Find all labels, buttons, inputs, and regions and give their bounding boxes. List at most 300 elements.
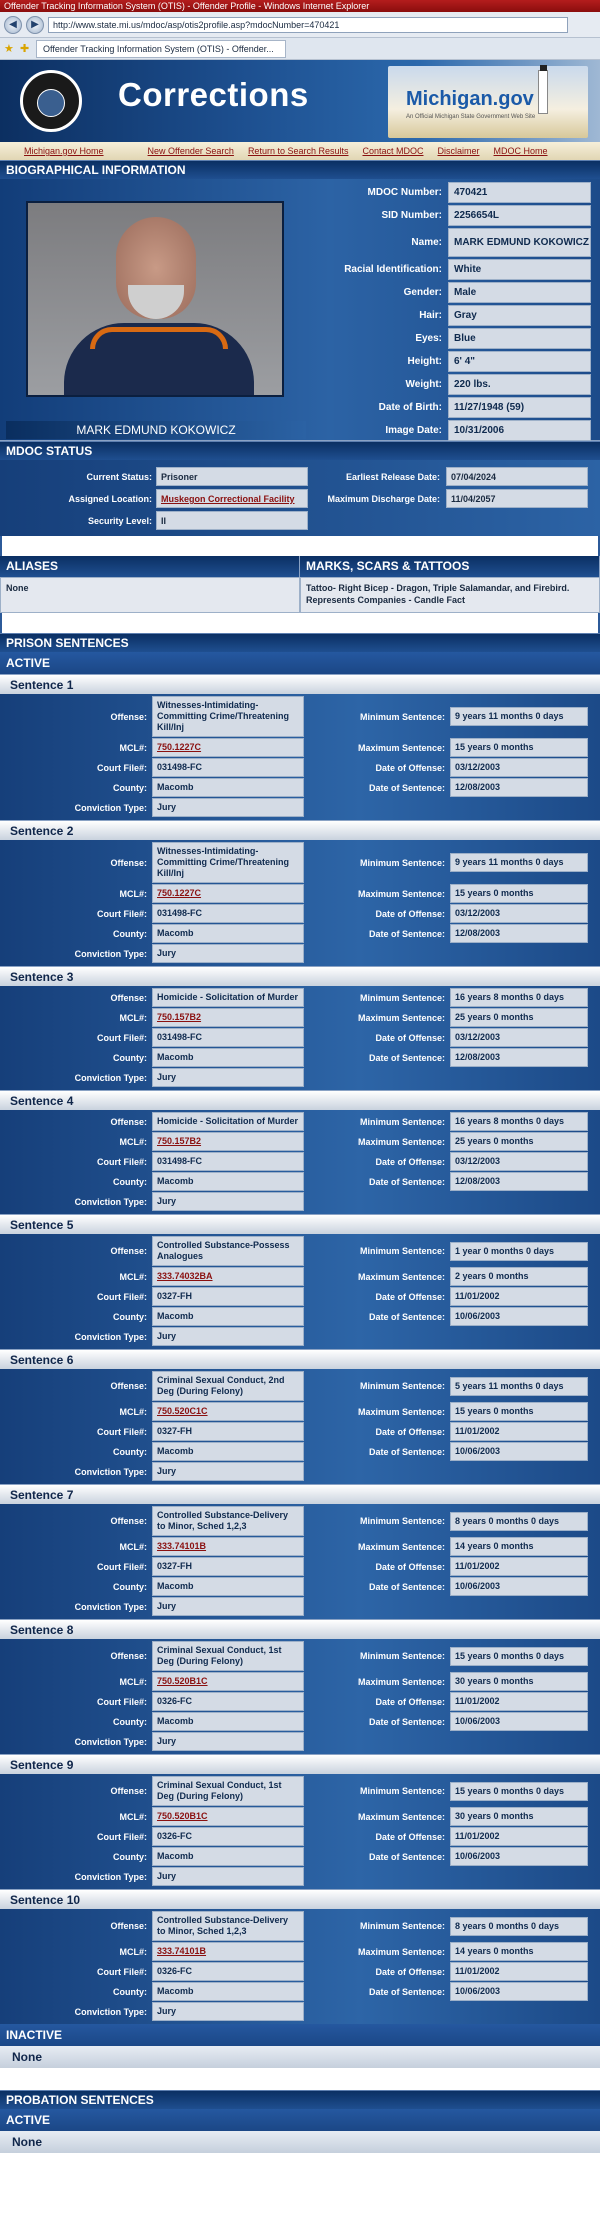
sentence-row [6, 1672, 594, 1691]
doo-value: 11/01/2002 [450, 1557, 588, 1576]
max-value: 30 years 0 months [450, 1807, 588, 1826]
offender-photo [26, 201, 284, 397]
offense-value: Witnesses-Intimidating-Committing Crime/Threatening Kill/Inj [152, 696, 304, 737]
sentence-row [6, 1577, 594, 1596]
bio-field-value: 2256654L [448, 205, 591, 226]
max-label: Maximum Sentence: [357, 1541, 445, 1552]
dos-label: Date of Sentence: [368, 1446, 445, 1457]
doo-label: Date of Offense: [375, 1831, 445, 1842]
link-contact[interactable]: Contact MDOC [362, 146, 424, 156]
sentence-row [6, 1867, 594, 1886]
dos-label: Date of Sentence: [368, 1716, 445, 1727]
court-value: 031498-FC [152, 1028, 304, 1047]
dos-label: Date of Sentence: [368, 1851, 445, 1862]
offense-label: Offense: [110, 1246, 147, 1256]
conviction-value: Jury [152, 1732, 304, 1751]
sentence-row [6, 1371, 594, 1401]
link-new-search[interactable]: New Offender Search [147, 146, 234, 156]
address-bar [0, 12, 600, 38]
dos-value: 10/06/2003 [450, 1307, 588, 1326]
nav-links [0, 142, 600, 160]
sentence-row [6, 1442, 594, 1461]
divider [0, 536, 600, 556]
sentence-row [6, 1267, 594, 1286]
min-value: 9 years 11 months 0 days [450, 853, 588, 872]
dos-value: 12/08/2003 [450, 1172, 588, 1191]
doo-label: Date of Offense: [375, 1696, 445, 1707]
sentence-block [0, 1909, 600, 2024]
doo-value: 11/01/2002 [450, 1962, 588, 1981]
sentence-row [6, 1068, 594, 1087]
sentence-row [6, 1982, 594, 2001]
sentence-row [6, 1776, 594, 1806]
michigan-seal-icon [20, 70, 82, 132]
sentence-heading: Sentence 5 [0, 1214, 600, 1234]
conviction-label: Conviction Type: [74, 802, 147, 813]
dos-label: Date of Sentence: [368, 1176, 445, 1187]
current-status-value: Prisoner [156, 467, 308, 486]
lighthouse-icon [538, 70, 548, 114]
doo-label: Date of Offense: [375, 1561, 445, 1572]
sentence-row [6, 1732, 594, 1751]
doo-label: Date of Offense: [375, 1291, 445, 1302]
sentence-row [6, 778, 594, 797]
sentence-row [6, 1807, 594, 1826]
header-banner [0, 60, 600, 142]
county-label: County: [113, 1716, 147, 1727]
county-value: Macomb [152, 1048, 304, 1067]
back-icon[interactable]: ◀ [4, 16, 22, 34]
conviction-value: Jury [152, 1068, 304, 1087]
sentence-heading: Sentence 7 [0, 1484, 600, 1504]
conviction-value: Jury [152, 1867, 304, 1886]
bio-field-value: 220 lbs. [448, 374, 591, 395]
dos-value: 10/06/2003 [450, 1982, 588, 2001]
mcl-label: MCL#: [119, 1811, 147, 1822]
mdd-value: 11/04/2057 [446, 489, 588, 508]
bio-field-label: SID Number: [381, 209, 442, 221]
doo-label: Date of Offense: [375, 762, 445, 773]
divider [0, 613, 600, 633]
erd-value: 07/04/2024 [446, 467, 588, 486]
mcl-label: MCL#: [119, 742, 147, 753]
doo-label: Date of Offense: [375, 908, 445, 919]
doo-label: Date of Offense: [375, 1966, 445, 1977]
bio-field-value: 6' 4" [448, 351, 591, 372]
doo-value: 03/12/2003 [450, 1152, 588, 1171]
michigan-gov-logo[interactable]: Michigan.gov An Official Michigan State Government Web Site [388, 66, 588, 138]
mcl-value [152, 1807, 304, 1826]
mcl-link[interactable]: 750.520B1C [157, 1811, 208, 1821]
mcl-value [152, 1132, 304, 1151]
conviction-label: Conviction Type: [74, 1466, 147, 1477]
link-return-results[interactable]: Return to Search Results [247, 146, 349, 156]
favorites-star-icon[interactable]: ★ [4, 42, 14, 55]
min-label: Minimum Sentence: [359, 1246, 445, 1256]
conviction-label: Conviction Type: [74, 1331, 147, 1342]
dos-value: 12/08/2003 [450, 778, 588, 797]
mcl-label: MCL#: [119, 1012, 147, 1023]
sentence-row [6, 1327, 594, 1346]
current-status-label: Current Status: [86, 471, 152, 482]
max-label: Maximum Sentence: [357, 742, 445, 753]
court-label: Court File#: [96, 1696, 147, 1707]
county-label: County: [113, 1052, 147, 1063]
sentence-row [6, 696, 594, 737]
court-label: Court File#: [96, 1156, 147, 1167]
sentence-row [6, 738, 594, 757]
doo-label: Date of Offense: [375, 1426, 445, 1437]
mcl-link[interactable]: 750.157B2 [157, 1136, 202, 1146]
mcl-value [152, 1537, 304, 1556]
status-heading: MDOC STATUS [0, 441, 600, 460]
sentence-row [6, 1641, 594, 1671]
doo-value: 11/01/2002 [450, 1422, 588, 1441]
min-value: 15 years 0 months 0 days [450, 1647, 588, 1666]
court-label: Court File#: [96, 1032, 147, 1043]
conviction-label: Conviction Type: [74, 2006, 147, 2017]
offense-label: Offense: [110, 857, 147, 868]
sentence-row [6, 1132, 594, 1151]
mcl-value [152, 738, 304, 757]
sentence-row [6, 1962, 594, 1981]
min-value: 16 years 8 months 0 days [450, 988, 588, 1007]
location-value [156, 489, 308, 508]
max-value: 14 years 0 months [450, 1942, 588, 1961]
bio-field-row [316, 396, 600, 418]
court-label: Court File#: [96, 1966, 147, 1977]
county-label: County: [113, 1311, 147, 1322]
bio-field-row [316, 350, 600, 372]
prison-inactive-value: None [0, 2046, 600, 2068]
bio-heading: BIOGRAPHICAL INFORMATION [0, 160, 600, 179]
sentence-heading: Sentence 6 [0, 1349, 600, 1369]
min-label: Minimum Sentence: [359, 1116, 445, 1127]
min-label: Minimum Sentence: [359, 1921, 445, 1931]
mcl-label: MCL#: [119, 1676, 147, 1687]
doo-label: Date of Offense: [375, 1032, 445, 1043]
page-title: Corrections [118, 76, 309, 113]
dos-label: Date of Sentence: [368, 1052, 445, 1063]
bio-field-row [316, 258, 600, 280]
bio-field-value: Blue [448, 328, 591, 349]
conviction-value: Jury [152, 1462, 304, 1481]
conviction-label: Conviction Type: [74, 1072, 147, 1083]
min-value: 8 years 0 months 0 days [450, 1917, 588, 1936]
bio-field-row [316, 227, 600, 257]
conviction-value: Jury [152, 1597, 304, 1616]
max-value: 30 years 0 months [450, 1672, 588, 1691]
sentence-row [6, 1692, 594, 1711]
sentence-row [6, 1192, 594, 1211]
bio-field-label: Date of Birth: [378, 401, 442, 413]
sentence-block [0, 694, 600, 820]
bio-fields [316, 179, 600, 442]
security-value: II [156, 511, 308, 530]
offense-value: Criminal Sexual Conduct, 1st Deg (During Felony) [152, 1776, 304, 1806]
sentence-row [6, 1557, 594, 1576]
min-label: Minimum Sentence: [359, 1516, 445, 1526]
sentence-block [0, 1639, 600, 1754]
min-label: Minimum Sentence: [359, 1651, 445, 1661]
county-value: Macomb [152, 1982, 304, 2001]
conviction-value: Jury [152, 798, 304, 817]
court-value: 0327-FH [152, 1422, 304, 1441]
min-value: 8 years 0 months 0 days [450, 1512, 588, 1531]
max-value: 15 years 0 months [450, 1402, 588, 1421]
min-value: 16 years 8 months 0 days [450, 1112, 588, 1131]
conviction-value: Jury [152, 1327, 304, 1346]
mcl-label: MCL#: [119, 1271, 147, 1282]
sentence-heading: Sentence 9 [0, 1754, 600, 1774]
link-michigan-home[interactable]: Michigan.gov Home [24, 146, 104, 156]
bio-field-row [316, 281, 600, 303]
offense-label: Offense: [110, 1921, 147, 1931]
sentence-heading: Sentence 10 [0, 1889, 600, 1909]
sentence-block [0, 986, 600, 1090]
offense-value: Homicide - Solicitation of Murder [152, 988, 304, 1007]
dos-label: Date of Sentence: [368, 1581, 445, 1592]
bio-field-value: 11/27/1948 (59) [448, 397, 591, 418]
prison-active-heading: ACTIVE [0, 652, 600, 674]
sentence-row [6, 944, 594, 963]
court-value: 0327-FH [152, 1287, 304, 1306]
court-value: 031498-FC [152, 1152, 304, 1171]
bio-field-label: Gender: [403, 286, 442, 298]
sentence-row [6, 842, 594, 883]
conviction-value: Jury [152, 944, 304, 963]
county-label: County: [113, 1176, 147, 1187]
county-label: County: [113, 1581, 147, 1592]
county-value: Macomb [152, 1442, 304, 1461]
aliases-heading: ALIASES [0, 556, 300, 577]
sentence-block [0, 1234, 600, 1349]
max-value: 15 years 0 months [450, 738, 588, 757]
county-label: County: [113, 928, 147, 939]
sentence-heading: Sentence 8 [0, 1619, 600, 1639]
court-value: 031498-FC [152, 758, 304, 777]
mcl-value [152, 1942, 304, 1961]
erd-label: Earliest Release Date: [345, 471, 440, 482]
sentence-row [6, 1911, 594, 1941]
add-favorite-icon[interactable]: ✚ [20, 42, 30, 55]
sentence-row [6, 1422, 594, 1441]
bio-field-row [316, 204, 600, 226]
court-value: 0327-FH [152, 1557, 304, 1576]
mcl-link[interactable]: 333.74032BA [157, 1271, 213, 1281]
doo-label: Date of Offense: [375, 1156, 445, 1167]
mcl-label: MCL#: [119, 1946, 147, 1957]
min-label: Minimum Sentence: [359, 857, 445, 868]
link-disclaimer[interactable]: Disclaimer [437, 146, 480, 156]
mcl-label: MCL#: [119, 888, 147, 899]
doo-value: 03/12/2003 [450, 758, 588, 777]
court-label: Court File#: [96, 1291, 147, 1302]
dos-label: Date of Sentence: [368, 782, 445, 793]
bio-panel [0, 179, 600, 441]
min-label: Minimum Sentence: [359, 992, 445, 1003]
court-value: 0326-FC [152, 1692, 304, 1711]
sentence-row [6, 1008, 594, 1027]
status-panel [0, 460, 600, 536]
max-value: 14 years 0 months [450, 1537, 588, 1556]
sentence-row [6, 1506, 594, 1536]
court-label: Court File#: [96, 1561, 147, 1572]
mcl-label: MCL#: [119, 1541, 147, 1552]
sentence-row [6, 1712, 594, 1731]
county-label: County: [113, 782, 147, 793]
mcl-link[interactable]: 750.1227C [157, 742, 202, 752]
prison-inactive-heading: INACTIVE [0, 2024, 600, 2046]
location-label: Assigned Location: [68, 493, 152, 504]
mcl-link[interactable]: 750.157B2 [157, 1012, 202, 1022]
sentence-row [6, 884, 594, 903]
conviction-value: Jury [152, 1192, 304, 1211]
offense-label: Offense: [110, 1786, 147, 1796]
conviction-value: Jury [152, 2002, 304, 2021]
security-label: Security Level: [87, 515, 152, 526]
tab-bar [0, 38, 600, 60]
sentence-list [0, 674, 600, 2024]
min-value: 9 years 11 months 0 days [450, 707, 588, 726]
mcl-link[interactable]: 750.520C1C [157, 1406, 208, 1416]
offense-label: Offense: [110, 1516, 147, 1526]
offense-label: Offense: [110, 711, 147, 722]
mdd-label: Maximum Discharge Date: [327, 493, 440, 504]
offense-value: Controlled Substance-Delivery to Minor, Sched 1,2,3 [152, 1911, 304, 1941]
max-value: 25 years 0 months [450, 1132, 588, 1151]
mcl-link[interactable]: 750.1227C [157, 888, 202, 898]
conviction-label: Conviction Type: [74, 1601, 147, 1612]
mcl-link[interactable]: 333.74101B [157, 1541, 207, 1551]
conviction-label: Conviction Type: [74, 1736, 147, 1747]
offense-value: Controlled Substance-Possess Analogues [152, 1236, 304, 1266]
mcl-value [152, 1672, 304, 1691]
sentence-block [0, 1110, 600, 1214]
offense-label: Offense: [110, 1651, 147, 1661]
sentence-block [0, 840, 600, 966]
bio-field-label: Eyes: [415, 332, 442, 344]
sentence-block [0, 1504, 600, 1619]
sentence-heading: Sentence 3 [0, 966, 600, 986]
link-mdoc-home[interactable]: MDOC Home [493, 146, 548, 156]
mcl-value [152, 1267, 304, 1286]
sentence-heading: Sentence 1 [0, 674, 600, 694]
max-value: 25 years 0 months [450, 1008, 588, 1027]
forward-icon[interactable]: ▶ [26, 16, 44, 34]
court-value: 0326-FC [152, 1962, 304, 1981]
dos-label: Date of Sentence: [368, 1986, 445, 1997]
bio-field-row [316, 304, 600, 326]
max-value: 15 years 0 months [450, 884, 588, 903]
location-link[interactable]: Muskegon Correctional Facility [161, 494, 295, 504]
dos-value: 10/06/2003 [450, 1712, 588, 1731]
mcl-link[interactable]: 333.74101B [157, 1946, 207, 1956]
sentence-row [6, 798, 594, 817]
max-label: Maximum Sentence: [357, 1012, 445, 1023]
doo-value: 11/01/2002 [450, 1692, 588, 1711]
sentence-row [6, 1402, 594, 1421]
browser-tab[interactable]: Offender Tracking Information System (OTIS) - Offender... [36, 40, 286, 58]
county-value: Macomb [152, 1172, 304, 1191]
sentence-row [6, 1172, 594, 1191]
sentence-row [6, 2002, 594, 2021]
court-label: Court File#: [96, 908, 147, 919]
sentence-row [6, 1597, 594, 1616]
mcl-value [152, 1402, 304, 1421]
dos-value: 12/08/2003 [450, 1048, 588, 1067]
court-label: Court File#: [96, 762, 147, 773]
sentence-row [6, 1236, 594, 1266]
offense-label: Offense: [110, 992, 147, 1003]
sentence-row [6, 988, 594, 1007]
bio-field-value: MARK EDMUND KOKOWICZ [448, 228, 591, 257]
county-value: Macomb [152, 1307, 304, 1326]
bio-field-label: Racial Identification: [344, 263, 442, 275]
sentence-row [6, 1827, 594, 1846]
url-input[interactable]: http://www.state.mi.us/mdoc/asp/otis2profile.asp?mdocNumber=470421 [48, 17, 568, 33]
bio-field-label: Hair: [419, 309, 442, 321]
max-label: Maximum Sentence: [357, 1271, 445, 1282]
county-value: Macomb [152, 1847, 304, 1866]
mcl-link[interactable]: 750.520B1C [157, 1676, 208, 1686]
offense-value: Criminal Sexual Conduct, 2nd Deg (During Felony) [152, 1371, 304, 1401]
sentence-row [6, 1942, 594, 1961]
dos-value: 12/08/2003 [450, 924, 588, 943]
county-label: County: [113, 1986, 147, 1997]
county-value: Macomb [152, 778, 304, 797]
sentence-row [6, 904, 594, 923]
bio-field-label: Weight: [405, 378, 442, 390]
dos-label: Date of Sentence: [368, 928, 445, 939]
dos-value: 10/06/2003 [450, 1442, 588, 1461]
court-label: Court File#: [96, 1426, 147, 1437]
bio-field-value: 470421 [448, 182, 591, 203]
sentence-heading: Sentence 4 [0, 1090, 600, 1110]
mcl-label: MCL#: [119, 1406, 147, 1417]
bio-field-value: 10/31/2006 [448, 420, 591, 441]
bio-field-row [316, 373, 600, 395]
county-value: Macomb [152, 1577, 304, 1596]
sentence-row [6, 1048, 594, 1067]
conviction-label: Conviction Type: [74, 1871, 147, 1882]
sentence-row [6, 1112, 594, 1131]
county-value: Macomb [152, 1712, 304, 1731]
probation-heading: PROBATION SENTENCES [0, 2090, 600, 2109]
court-value: 031498-FC [152, 904, 304, 923]
sentence-heading: Sentence 2 [0, 820, 600, 840]
offense-label: Offense: [110, 1381, 147, 1391]
mcl-label: MCL#: [119, 1136, 147, 1147]
prison-heading: PRISON SENTENCES [0, 633, 600, 652]
max-label: Maximum Sentence: [357, 1811, 445, 1822]
min-label: Minimum Sentence: [359, 1381, 445, 1391]
doo-value: 11/01/2002 [450, 1827, 588, 1846]
min-label: Minimum Sentence: [359, 1786, 445, 1796]
marks-value: Tattoo- Right Bicep - Dragon, Triple Salamandar, and Firebird. Represents Companies - Candle Fact [300, 577, 600, 613]
min-label: Minimum Sentence: [359, 711, 445, 722]
sentence-row [6, 1152, 594, 1171]
sentence-row [6, 1847, 594, 1866]
offense-value: Criminal Sexual Conduct, 1st Deg (During Felony) [152, 1641, 304, 1671]
doo-value: 11/01/2002 [450, 1287, 588, 1306]
sentence-row [6, 1462, 594, 1481]
bio-field-row [316, 181, 600, 203]
max-label: Maximum Sentence: [357, 888, 445, 899]
mcl-value [152, 884, 304, 903]
sentence-row [6, 758, 594, 777]
max-label: Maximum Sentence: [357, 1676, 445, 1687]
